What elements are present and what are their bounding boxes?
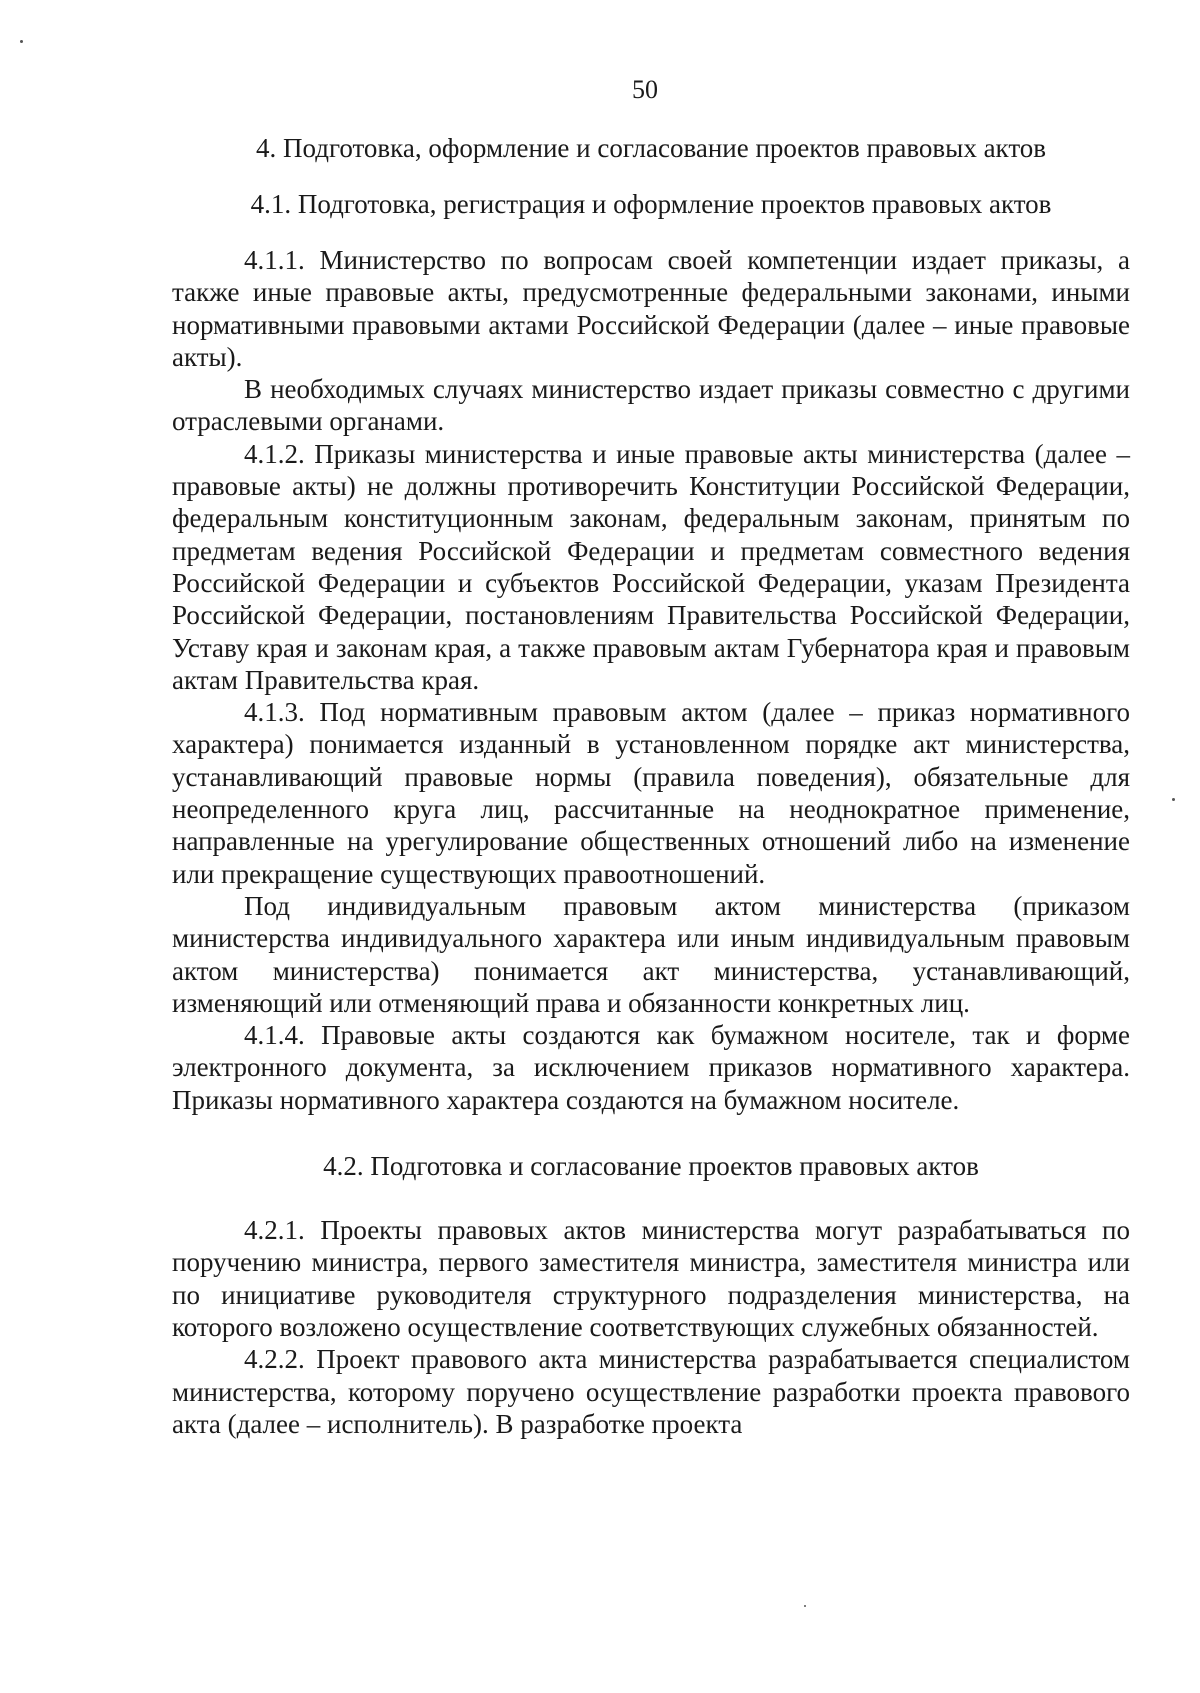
scan-speck	[20, 40, 23, 43]
section-heading-4-1: 4.1. Подготовка, регистрация и оформление проектов правовых актов	[250, 189, 1052, 219]
paragraph-4-1-4: 4.1.4. Правовые акты создаются как бумажном носителе, так и форме электронного документа, за исключением приказов нормативного характера. Приказы нормативного характера создаются на бумажном носителе.	[172, 1020, 1130, 1115]
paragraph-4-2-1: 4.2.1. Проекты правовых актов министерства могут разрабатываться по поручению министра, первого заместителя министра, заместителя министра или по инициативе руководителя структурного подразделения министерства, на которого возложено осуществление соответствующих служебных обязанностей.	[172, 1215, 1130, 1342]
page-number: 50	[632, 75, 658, 104]
paragraph-4-1-2: 4.1.2. Приказы министерства и иные правовые акты министерства (далее – правовые акты) не должны противоречить Конституции Российской Федерации, федеральным конституционным законам, федеральным законам, принятым по предметам ведения Российской Федерации и предметам совместного ведения Российской Федерации и субъектов Российской Федерации, указам Президента Российской Федерации, постановлениям Правительства Российской Федерации, Уставу края и законам края, а также правовым актам Губернатора края и правовым актам Правительства края.	[172, 438, 1130, 695]
scan-speck	[804, 1605, 806, 1607]
paragraph-4-2-2: 4.2.2. Проект правового акта министерства разрабатывается специалистом министерства, которому поручено осуществление разработки проекта правового акта (далее – исполнитель). В разработке проекта	[172, 1344, 1130, 1439]
scan-speck	[1172, 798, 1175, 801]
paragraph-4-1-1-joint-orders: В необходимых случаях министерство издает приказы совместно с другими отраслевыми органами.	[172, 374, 1130, 437]
paragraph-4-1-1: 4.1.1. Министерство по вопросам своей компетенции издает приказы, а также иные правовые акты, предусмотренные федеральными законами, иными нормативными правовыми актами Российской Федерации (далее – иные правовые акты).	[172, 245, 1130, 372]
paragraph-4-1-3-individual-act: Под индивидуальным правовым актом министерства (приказом министерства индивидуального характера или иным индивидуальным правовым актом министерства) понимается акт министерства, устанавливающий, изменяющий или отменяющий права и обязанности конкретных лиц.	[172, 890, 1130, 1018]
paragraph-4-1-3: 4.1.3. Под нормативным правовым актом (далее – приказ нормативного характера) понимается изданный в установленном порядке акт министерства, устанавливающий правовые нормы (правила поведения), обязательные для неопределенного круга лиц, рассчитанные на неоднократное применение, направленные на урегулирование общественных отношений либо на изменение или прекращение существующих правоотношений.	[172, 697, 1130, 889]
document-body	[172, 132, 1130, 1440]
section-heading-4: 4. Подготовка, оформление и согласование проектов правовых актов	[255, 133, 1047, 163]
section-heading-4-2: 4.2. Подготовка и согласование проектов правовых актов	[323, 1151, 979, 1182]
